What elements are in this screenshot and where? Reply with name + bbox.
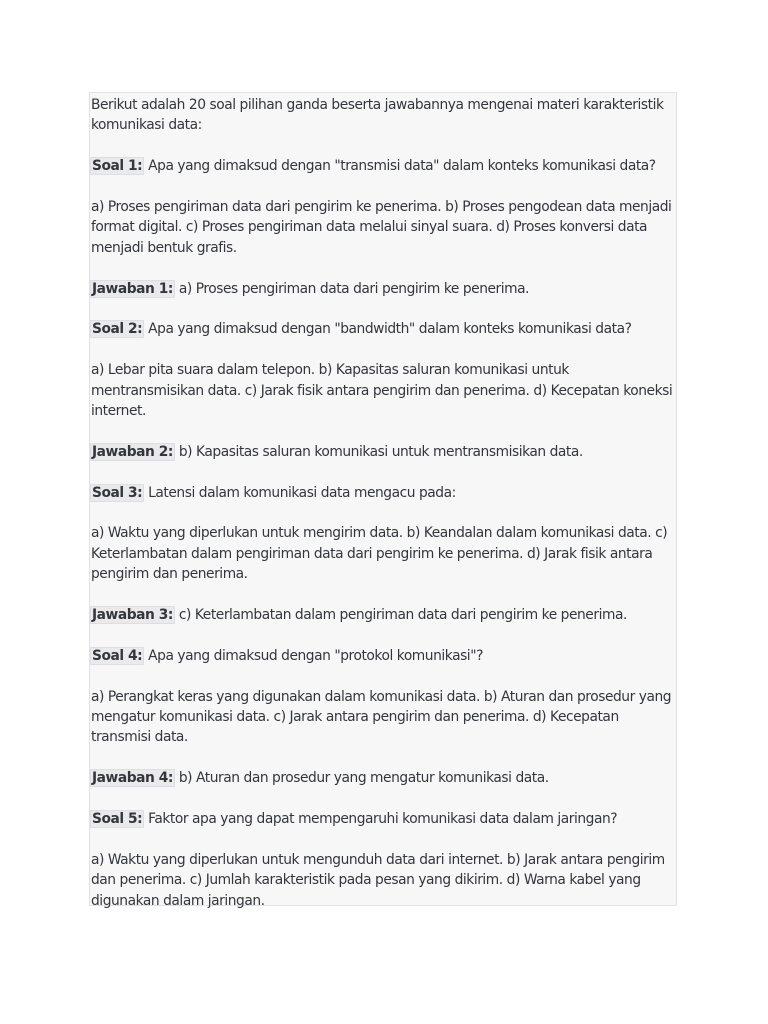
question-4-label: Soal 4: (92, 647, 143, 664)
answer-2 (91, 442, 676, 462)
document-content (89, 92, 677, 909)
question-1 (91, 156, 676, 176)
question-2 (91, 319, 676, 339)
question-4 (91, 646, 676, 666)
answer-1-text: a) Proses pengiriman data dari pengirim ke penerima. (174, 280, 530, 297)
answer-2-text: b) Kapasitas saluran komunikasi untuk mentransmisikan data. (174, 443, 583, 460)
question-2-text: Apa yang dimaksud dengan "bandwidth" dalam konteks komunikasi data? (144, 321, 632, 338)
question-3-label: Soal 3: (92, 484, 143, 501)
question-5-text: Faktor apa yang dapat mempengaruhi komunikasi data dalam jaringan? (144, 811, 618, 828)
question-2-options: a) Lebar pita suara dalam telepon. b) Kapasitas saluran komunikasi untuk mentransmisikan data. c) Jarak fisik antara pengirim dan penerima. d) Kecepatan koneksi internet. (91, 362, 673, 420)
answer-2-label: Jawaban 2: (92, 443, 173, 460)
question-4-options: a) Perangkat keras yang digunakan dalam komunikasi data. b) Aturan dan prosedur yang mengatur komunikasi data. c) Jarak antara pengirim dan penerima. d) Kecepatan transmisi data. (91, 688, 672, 746)
question-4-text: Apa yang dimaksud dengan "protokol komunikasi"? (144, 647, 483, 664)
answer-4 (91, 768, 676, 788)
intro-text: Berikut adalah 20 soal pilihan ganda beserta jawabannya mengenai materi karakteristik komunikasi data: (91, 97, 664, 134)
answer-1 (91, 279, 676, 299)
question-1-options: a) Proses pengiriman data dari pengirim ke penerima. b) Proses pengodean data menjadi format digital. c) Proses pengiriman data melalui sinyal suara. d) Proses konversi data menjadi bentuk grafis. (91, 199, 672, 256)
question-3-options: a) Waktu yang diperlukan untuk mengirim data. b) Keandalan dalam komunikasi data. c) Keterlambatan dalam pengiriman data dari pengirim ke penerima. d) Jarak fisik antara pengirim dan penerima. (91, 525, 668, 583)
question-3-text: Latensi dalam komunikasi data mengacu pada: (144, 484, 456, 501)
answer-3-text: c) Keterlambatan dalam pengiriman data dari pengirim ke penerima. (174, 607, 627, 624)
answer-3-label: Jawaban 3: (92, 607, 173, 624)
question-3 (91, 483, 676, 503)
answer-1-label: Jawaban 1: (92, 280, 173, 297)
question-2-label: Soal 2: (92, 321, 143, 338)
question-5-label: Soal 5: (92, 811, 143, 828)
answer-4-label: Jawaban 4: (92, 770, 173, 787)
answer-4-text: b) Aturan dan prosedur yang mengatur komunikasi data. (174, 770, 549, 787)
question-5-options: a) Waktu yang diperlukan untuk mengunduh data dari internet. b) Jarak antara pengirim dan penerima. c) Jumlah karakteristik pada pesan yang dikirim. d) Warna kabel yang digunakan dalam jaringan. (91, 851, 665, 909)
question-1-text: Apa yang dimaksud dengan "transmisi data" dalam konteks komunikasi data? (144, 158, 656, 175)
answer-3 (91, 605, 676, 625)
question-5 (91, 809, 676, 829)
question-1-label: Soal 1: (92, 158, 143, 175)
